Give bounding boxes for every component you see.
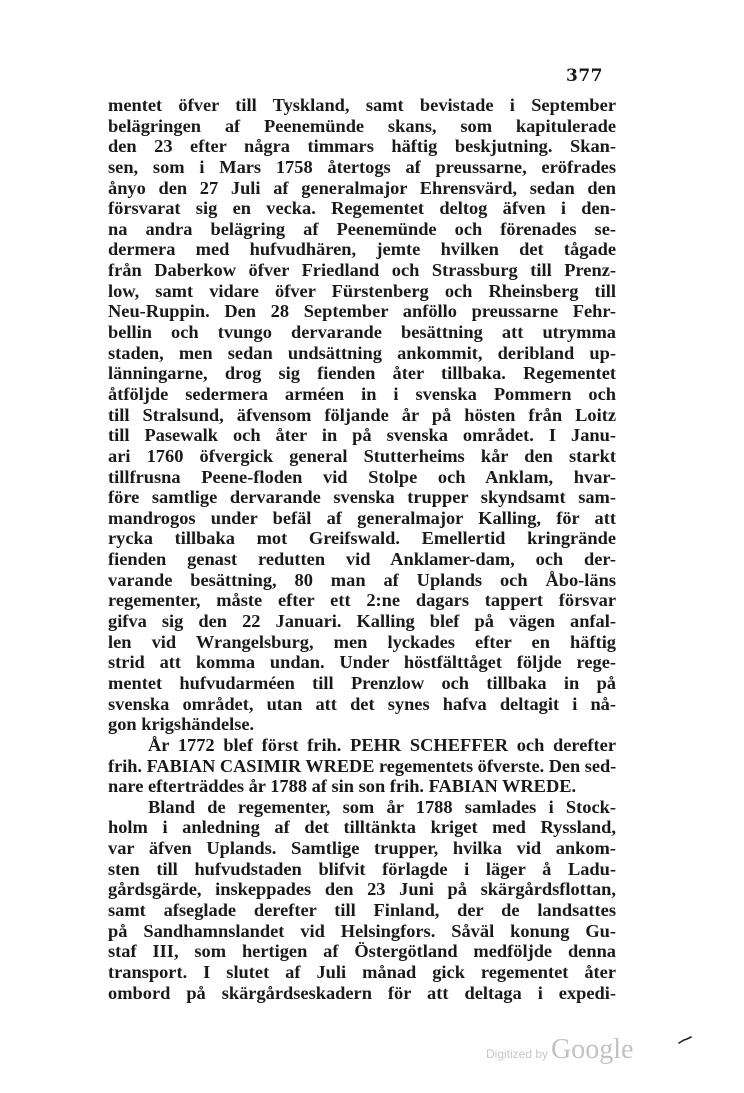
- text-line: ombord på skärgårdseskadern för att deltaga i expedi-: [108, 982, 616, 1003]
- text-line: frih. FABIAN CASIMIR WREDE regementets öfverste. Den sed-: [108, 755, 617, 776]
- text-line: sen, som i Mars 1758 återtogs af preussarne, eröfrades: [108, 156, 616, 177]
- text-line: fienden genast redutten vid Anklamer-dam, och der-: [108, 549, 616, 570]
- text-line: staden, men sedan undsättning ankommit, deribland up-: [108, 342, 616, 363]
- text-line: Bland de regementer, som år 1788 samlades i Stock-: [148, 796, 616, 817]
- text-line: len vid Wrangelsburg, men lyckades efter en häftig: [108, 631, 616, 652]
- text-line: den 23 efter några timmars häftig beskjutning. Skan-: [108, 136, 616, 157]
- body-text: [108, 95, 616, 1003]
- text-line: tillfrusna Peene-floden vid Stolpe och Anklam, hvar-: [108, 466, 616, 487]
- text-line: mentet öfver till Tyskland, samt bevistade i September: [108, 95, 616, 115]
- text-line: till Pasewalk och åter in på svenska området. I Janu-: [108, 425, 616, 446]
- text-line: mentet hufvudarméen till Prenzlow och tillbaka in på: [108, 672, 616, 693]
- text-line: regementer, måste efter ett 2:ne dagars tappert försvar: [108, 590, 616, 611]
- text-line: strid att komma undan. Under höstfälttåget följde rege-: [108, 652, 616, 673]
- watermark-prefix: Digitized by: [486, 1047, 549, 1061]
- text-line: bellin och tvungo dervarande besättning att utrymma: [108, 322, 616, 343]
- text-line: före samtlige dervarande svenska trupper skyndsamt sam-: [108, 487, 616, 508]
- text-line: nare efterträddes år 1788 af sin son frih. FABIAN WREDE.: [108, 776, 577, 797]
- text-line: ari 1760 öfvergick general Stutterheims kår den starkt: [108, 445, 616, 466]
- page-number: 377: [566, 66, 603, 86]
- text-line: rycka tillbaka mot Greifswald. Emellertid kringrände: [108, 528, 616, 549]
- text-line: sten till hufvudstaden blifvit förlagde i läger å Ladu-: [108, 858, 616, 879]
- text-line: gifva sig den 22 Januari. Kalling blef på vägen anfal-: [108, 611, 616, 632]
- text-line: från Daberkow öfver Friedland och Strassburg till Prenz-: [108, 260, 616, 281]
- text-line: svenska området, utan att det synes hafva deltagit i nå-: [108, 693, 616, 714]
- text-line: varande besättning, 80 man af Uplands och Åbo-läns: [108, 569, 616, 590]
- text-line: på Sandhamnslandet vid Helsingfors. Såväl konung Gu-: [108, 920, 616, 941]
- text-line: holm i anledning af det tilltänkta kriget med Ryssland,: [108, 817, 616, 838]
- text-line: gon krigshändelse.: [108, 714, 255, 735]
- text-line: belägringen af Peenemünde skans, som kapitulerade: [108, 115, 616, 136]
- text-line: low, samt vidare öfver Fürstenberg och Rheinsberg till: [108, 280, 616, 301]
- text-line: var äfven Uplands. Samtlige trupper, hvilka vid ankom-: [108, 838, 616, 859]
- text-line: till Stralsund, äfvensom följande år på hösten från Loitz: [108, 404, 616, 425]
- text-line: ånyo den 27 Juli af generalmajor Ehrensvärd, sedan den: [108, 177, 616, 198]
- text-line: År 1772 blef först frih. PEHR SCHEFFER och derefter: [148, 734, 616, 755]
- google-logo: Google: [551, 1034, 634, 1065]
- text-line: åtföljde sedermera arméen in i svenska Pommern och: [108, 383, 616, 404]
- text-line: gårdsgärde, inskeppades den 23 Juni på skärgårdsflottan,: [108, 879, 616, 900]
- text-line: na andra belägring af Peenemünde och förenades se-: [108, 218, 616, 239]
- text-line: länningarne, drog sig fienden åter tillbaka. Regementet: [108, 363, 616, 384]
- text-line: försvarat sig en vecka. Regementet deltog äfven i den-: [108, 198, 616, 219]
- text-line: Neu-Ruppin. Den 28 September anföllo preussarne Fehr-: [108, 301, 616, 322]
- text-line: transport. I slutet af Juli månad gick regementet åter: [108, 961, 616, 982]
- digitized-watermark: [486, 1034, 633, 1066]
- pen-mark-icon: [678, 1036, 692, 1044]
- text-line: samt afseglade derefter till Finland, der de landsattes: [108, 899, 616, 920]
- text-line: dermera med hufvudhären, jemte hvilken det tågade: [108, 239, 616, 260]
- text-line: staf III, som hertigen af Östergötland medföljde denna: [108, 941, 616, 962]
- text-line: mandrogos under befäl af generalmajor Kalling, för att: [108, 507, 616, 528]
